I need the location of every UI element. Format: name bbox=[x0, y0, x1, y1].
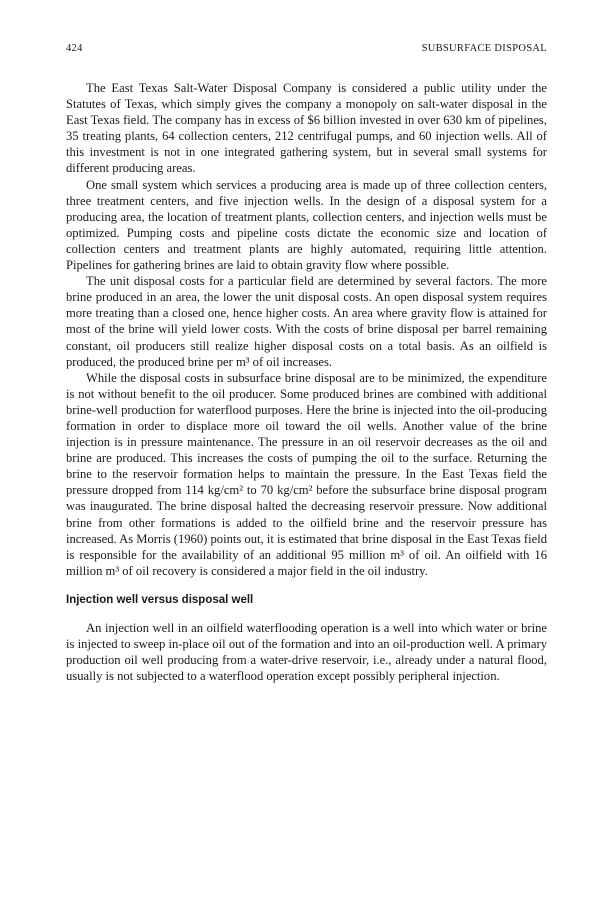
body-text bbox=[66, 80, 547, 684]
page-header bbox=[66, 43, 547, 59]
paragraph: The East Texas Salt-Water Disposal Company is considered a public utility under the Statutes of Texas, which simply gives the company a monopoly on salt-water disposal in the East Texas field. The company has in excess of $6 billion invested in over 630 km of pipelines, 35 treating plants, 64 collection centers, 212 centrifugal pumps, and 60 injection wells. All of this investment is not in one integrated gathering system, but in several small systems for different producing areas. bbox=[66, 81, 547, 176]
paragraph: The unit disposal costs for a particular field are determined by several factors. The more brine produced in an area, the lower the unit disposal costs. An open disposal system requires more treating than a closed one, hence higher costs. An area where gravity flow is attained for most of the brine will yield lower costs. With the costs of brine disposal per barrel remaining constant, oil producers still realize higher disposal costs on a total basis. As an oilfield is produced, the produced brine per m³ of oil increases. bbox=[66, 274, 547, 369]
paragraph: An injection well in an oilfield waterflooding operation is a well into which water or brine is injected to sweep in-place oil out of the formation and into an oil-production well. A primary production oil well producing from a water-drive reservoir, i.e., already under a natural flood, usually is not subjected to a waterflood operation except possibly peripheral injection. bbox=[66, 620, 547, 684]
section-heading: Injection well versus disposal well bbox=[66, 593, 254, 606]
paragraph: While the disposal costs in subsurface brine disposal are to be minimized, the expenditure is not without benefit to the oil producer. Some produced brines are combined with additional brine-well production for waterflood purposes. Here the brine is injected into the oil-producing formation in order to displace more oil toward the oil wells. Another value of the brine injection is in pressure maintenance. The pressure in an oil reservoir decreases as the oil and brine are produced. This increases the costs of pumping the oil to the surface. Returning the brine to the reservoir formation helps to maintain the pressure. In the East Texas field the pressure dropped from 114 kg/cm² to 70 kg/cm² before the subsurface brine disposal program was inaugurated. The brine disposal halted the decreasing reservoir pressure. Now additional brine from other formations is added to the oilfield brine and the reservoir pressure has increased. As Morris (1960) points out, it is estimated that brine disposal in the East Texas field is responsible for the availability of an additional 95 million m³ of oil. An oilfield with 16 million m³ of oil recovery is considered a major field in the oil industry. bbox=[66, 370, 547, 578]
page-number: 424 bbox=[66, 43, 83, 54]
paragraph: One small system which services a producing area is made up of three collection centers, three treatment centers, and five injection wells. In the design of a disposal system for a producing area, the location of treatment plants, collection centers, and injection wells must be optimized. Pumping costs and pipeline costs dictate the economic size and location of collection centers and treatment plants are highly automated, requiring little attention. Pipelines for gathering brines are laid to obtain gravity flow where possible. bbox=[66, 177, 547, 273]
running-head: SUBSURFACE DISPOSAL bbox=[421, 43, 547, 54]
